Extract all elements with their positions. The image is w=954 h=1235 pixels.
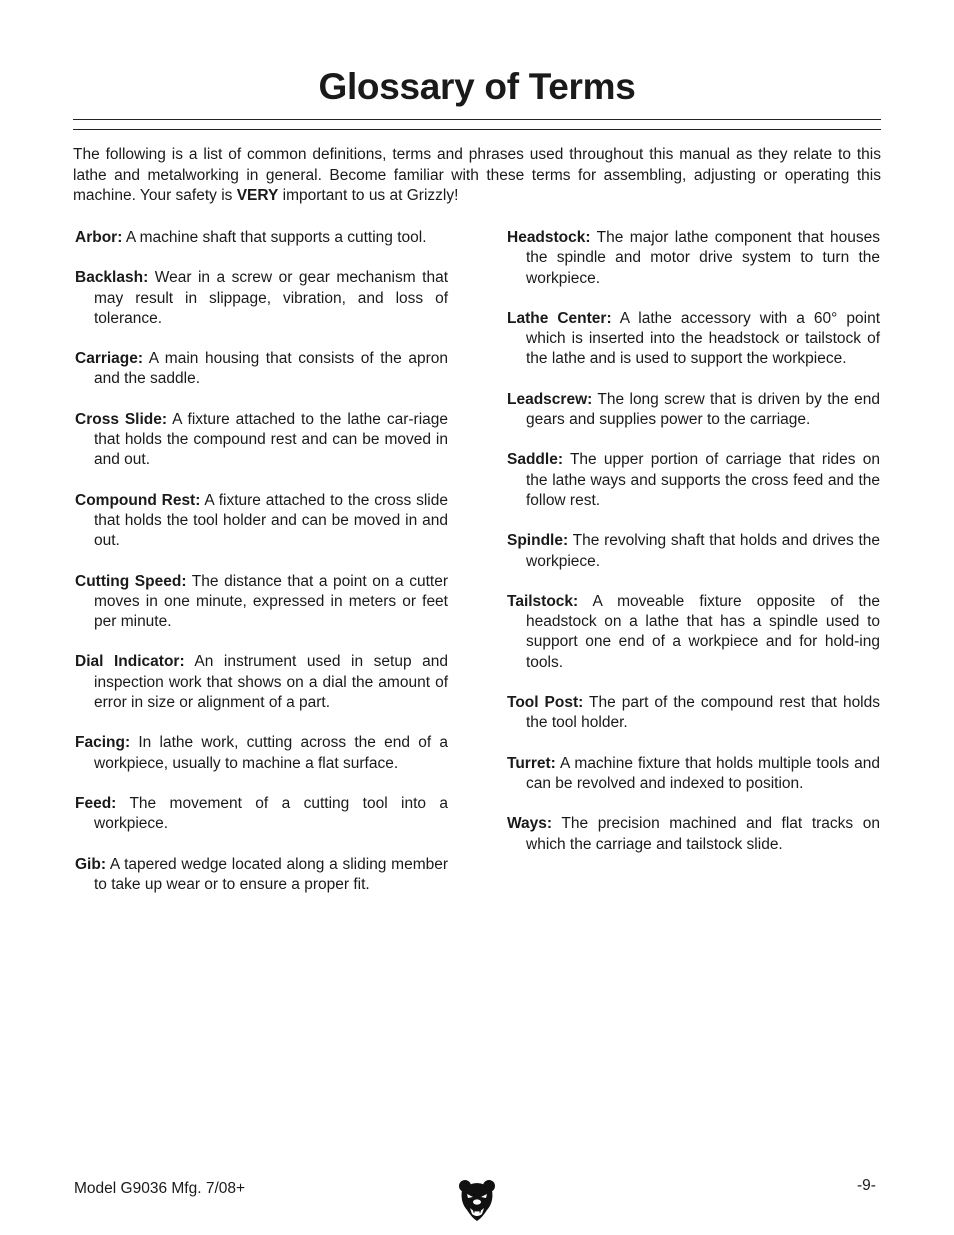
glossary-definition: An instrument used in setup and inspection work that shows on a dial the amount of error in size or alignment of a part. [94, 653, 449, 712]
page-title: Glossary of Terms [318, 66, 636, 107]
footer-model: Model G9036 Mfg. 7/08+ [74, 1180, 246, 1197]
glossary-definition: A tapered wedge located along a sliding member to take up wear or to ensure a proper fit. [94, 855, 449, 893]
intro-emphasis: VERY [236, 187, 279, 204]
glossary-column-left [75, 228, 448, 915]
glossary-term: Saddle: [507, 451, 563, 469]
intro-text-end: important to us at Grizzly! [278, 187, 459, 204]
glossary-term: Cross Slide: [75, 410, 168, 428]
title-rule-bottom [73, 129, 881, 130]
intro-text: The following is a list of common definitions, terms and phrases used throughout this manual as they relate to this lathe and metalworking in general. Become familiar with these terms for assembling, adjusting or operating this machine. Your safety is [73, 146, 881, 204]
glossary-term: Arbor: [75, 229, 123, 246]
glossary-definition: In lathe work, cutting across the end of a workpiece, usually to machine a flat surface. [94, 734, 449, 772]
glossary-term: Spindle: [507, 532, 569, 550]
glossary-definition: A lathe accessory with a 60° point which is inserted into the headstock or tailstock of the lathe and is used to support the workpiece. [526, 309, 881, 368]
glossary-entry [507, 309, 880, 370]
glossary-definition: The part of the compound rest that holds the tool holder. [526, 694, 880, 732]
glossary-entry [507, 390, 880, 431]
glossary-entry [507, 531, 880, 572]
glossary-entry [507, 228, 880, 289]
glossary-definition: The long screw that is driven by the end gears and supplies power to the carriage. [526, 390, 880, 429]
glossary-term: Feed: [75, 794, 117, 812]
glossary-definition: The movement of a cutting tool into a workpiece. [94, 794, 449, 833]
glossary-term: Backlash: [75, 269, 149, 287]
glossary-entry [75, 491, 448, 552]
glossary-column-right [507, 228, 880, 875]
glossary-term: Lathe Center: [507, 309, 612, 327]
glossary-definition: A machine fixture that holds multiple tools and can be revolved and indexed to position. [526, 754, 881, 792]
glossary-entry [75, 794, 448, 835]
glossary-term: Tailstock: [507, 592, 579, 610]
glossary-term: Ways: [507, 815, 553, 833]
glossary-entry [507, 814, 880, 855]
glossary-term: Tool Post: [507, 694, 584, 712]
glossary-definition: A moveable fixture opposite of the headstock on a lathe that has a spindle used to support one end of a workpiece and for hold-ing tools. [526, 592, 880, 671]
glossary-entry [75, 410, 448, 471]
glossary-entry [507, 693, 880, 734]
glossary-term: Turret: [507, 754, 556, 772]
glossary-term: Cutting Speed: [75, 572, 187, 590]
glossary-definition: A main housing that consists of the apron and the saddle. [94, 350, 448, 388]
glossary-entry [507, 592, 880, 673]
glossary-definition: The upper portion of carriage that rides on the lathe ways and supports the cross feed and the follow rest. [526, 451, 880, 509]
glossary-definition: A fixture attached to the lathe car-riage that holds the compound rest and can be moved in and out. [94, 410, 448, 469]
glossary-entry [507, 754, 880, 795]
glossary-entry [75, 733, 448, 774]
glossary-definition: The distance that a point on a cutter moves in one minute, expressed in meters or feet per minute. [94, 572, 449, 631]
glossary-entry [75, 652, 448, 713]
glossary-term: Carriage: [75, 350, 144, 368]
glossary-entry [75, 349, 448, 390]
glossary-term: Compound Rest: [75, 491, 201, 509]
title-rule-top [73, 119, 881, 120]
glossary-term: Dial Indicator: [75, 653, 185, 671]
page-number: -9- [857, 1177, 876, 1194]
glossary-definition: The major lathe component that houses the spindle and motor drive system to turn the workpiece. [526, 229, 880, 287]
glossary-definition: The revolving shaft that holds and drives the workpiece. [526, 532, 881, 570]
grizzly-bear-icon [457, 1178, 497, 1222]
glossary-entry [75, 228, 448, 248]
glossary-entry [75, 268, 448, 329]
glossary-definition: Wear in a screw or gear mechanism that may result in slippage, vibration, and loss of tolerance. [94, 269, 448, 327]
glossary-term: Headstock: [507, 229, 591, 246]
glossary-term: Facing: [75, 734, 131, 752]
glossary-entry [507, 450, 880, 511]
glossary-term: Gib: [75, 855, 106, 873]
glossary-definition: A fixture attached to the cross slide that holds the tool holder and can be moved in and out. [94, 491, 448, 550]
glossary-entry [75, 855, 448, 896]
glossary-entry [75, 572, 448, 633]
glossary-definition: The precision machined and flat tracks on which the carriage and tailstock slide. [526, 815, 880, 853]
intro-paragraph [73, 145, 881, 207]
glossary-term: Leadscrew: [507, 390, 593, 408]
glossary-definition: A machine shaft that supports a cutting tool. [125, 229, 427, 246]
